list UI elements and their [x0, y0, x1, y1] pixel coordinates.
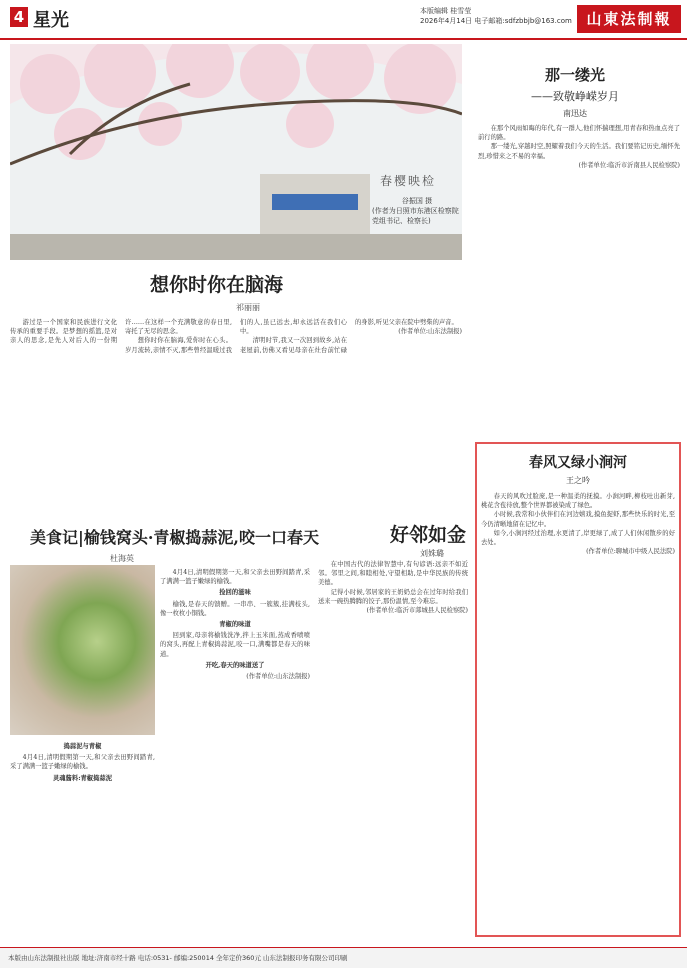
- article2-subheading: 开吃,春天的味道送了: [205, 661, 265, 669]
- article4-byline: 南迅达: [563, 109, 587, 118]
- article3-author: (作者单位:临沂市郯城县人民检察院): [366, 607, 468, 615]
- section-title: 星光: [33, 10, 69, 31]
- page-number: 4: [10, 7, 28, 27]
- article1-body: [10, 318, 462, 508]
- photographer-title: (作者为日照市东港区检察院党组书记、检察长): [372, 207, 459, 225]
- article1-title: 想你时你在脑海: [150, 274, 284, 296]
- article3-body: [318, 560, 468, 935]
- article1-byline: 祁丽丽: [236, 303, 260, 312]
- article5-byline: 王之吟: [566, 476, 590, 485]
- article3-title: 好邻如金: [390, 524, 467, 546]
- elm-seed-photo: [10, 565, 155, 735]
- article5-author: (作者单位:聊城市中级人民法院): [586, 548, 675, 556]
- photographer: 谷振国 摄: [401, 197, 433, 205]
- article5-paragraph: 春天的风吹过脸庞,是一种温柔的抚摸。小涧河畔,柳枝吐出新芽,桃花含苞待放,整个世界都被染成了绿色。: [481, 493, 675, 510]
- article5-body: [481, 492, 675, 932]
- article4-body: [478, 124, 680, 432]
- article2-author: (作者单位:山东法制报): [246, 673, 310, 681]
- hero-caption: [372, 196, 462, 226]
- article2-body-left: [10, 740, 155, 935]
- footer: 本版由山东法制报社出版 地址:济南市经十路 电话:0531- 邮编:250014 全年定价360元 山东法制报印务有限公司印刷: [0, 947, 687, 968]
- article4-paragraph: 那一缕光,穿越时空,照耀着我们今天的生活。我们要铭记历史,缅怀先烈,珍惜来之不易的幸福。: [478, 143, 680, 160]
- article5-paragraph: 如今,小涧河经过治理,水更清了,岸更绿了,成了人们休闲散步的好去处。: [481, 529, 675, 547]
- article2-paragraph: 4月4日,清明假期第一天,和父亲去田野间踏青,采了满满一篮子嫩绿的榆钱。: [160, 569, 310, 586]
- article2-subheading: 灵魂酱料:青椒捣蒜泥: [53, 774, 112, 782]
- article3-paragraph: 记得小时候,邻居家的王奶奶总会在过年时给我们送来一碗热腾腾的饺子,那份温情,至今难忘。: [318, 588, 468, 605]
- article4-subtitle: ——致敬峥嵘岁月: [531, 90, 619, 103]
- article4-title: 那一缕光: [544, 66, 605, 84]
- article1-paragraph: 清明时节,我又一次回到故乡,站在老屋前,仿佛又看见母亲在灶台前忙碌的身影,听见父亲在院中劈柴的声音。: [240, 319, 458, 354]
- article2-paragraph: 4月4日,清明假期第一天,和父亲去田野间踏青,采了满满一篮子嫩绿的榆钱。: [10, 754, 155, 771]
- article3-byline: 刘姝璐: [420, 549, 444, 558]
- article2-subheading: 青椒的味道: [219, 621, 251, 629]
- article1-paragraph: 想你时你在脑海,爱你时在心头。岁月流转,亲情不灭,那些曾经温暖过我们的人,虽已远去,却永远活在我们心中。: [125, 319, 347, 354]
- article2-subheading: 捡回的滋味: [219, 589, 251, 597]
- article2-byline: 杜海英: [110, 554, 134, 563]
- article5-paragraph: 小时候,我常和小伙伴们在河边嬉戏,摸鱼捉虾,那些快乐的时光,至今仍清晰地留在记忆中。: [481, 511, 675, 528]
- article5-title: 春风又绿小涧河: [529, 455, 627, 471]
- article4-header: [480, 64, 670, 119]
- cherry-blossom-image: [10, 44, 462, 260]
- article2-paragraph: 回到家,母亲将榆钱洗净,拌上玉米面,蒸成香喷喷的窝头,再配上青椒捣蒜泥,咬一口,满嘴都是春天的味道。: [160, 632, 310, 658]
- editor-line: 本版编辑 桂雪莹: [420, 7, 472, 15]
- header-info: [420, 6, 572, 26]
- article2-body: [160, 568, 310, 933]
- article3-paragraph: 在中国古代的法律智慧中,有句谚语:远亲不如近邻。邻里之间,和睦相处,守望相助,是中华民族的传统美德。: [318, 561, 468, 587]
- article2-title: 美食记|榆钱窝头·青椒捣蒜泥,咬一口春天: [30, 528, 319, 547]
- article1-paragraph: 游过是一个国家和民族进行文化传承的重要手段。是梦想的摇篮,是对亲人的思念,是先人对后人的一份期许……在这样一个充满敬意的春日里,寄托了无尽的思念。: [10, 319, 232, 345]
- article2-paragraph: 榆钱,是春天的馈赠。一串串、一簇簇,挂满枝头,像一枚枚小铜钱。: [160, 600, 310, 617]
- masthead: [0, 0, 687, 40]
- article2-subheading: 捣蒜泥与青椒: [63, 743, 102, 750]
- date-email-line: 2026年4月14日 电子邮箱:sdfzbbjb@163.com: [420, 17, 572, 25]
- hero-photo: [10, 44, 462, 260]
- article1-author: (作者单位:山东法制报): [398, 328, 462, 336]
- hero-title: 春樱映检: [380, 174, 437, 188]
- highlighted-article: [475, 442, 681, 937]
- article4-paragraph: 在那个风雨如晦的年代,有一群人,他们怀揣理想,用青春和热血点亮了前行的路。: [478, 125, 680, 142]
- article4-author: (作者单位:临沂市沂南县人民检察院): [578, 161, 680, 169]
- newspaper-logo: 山東法制報: [577, 5, 681, 33]
